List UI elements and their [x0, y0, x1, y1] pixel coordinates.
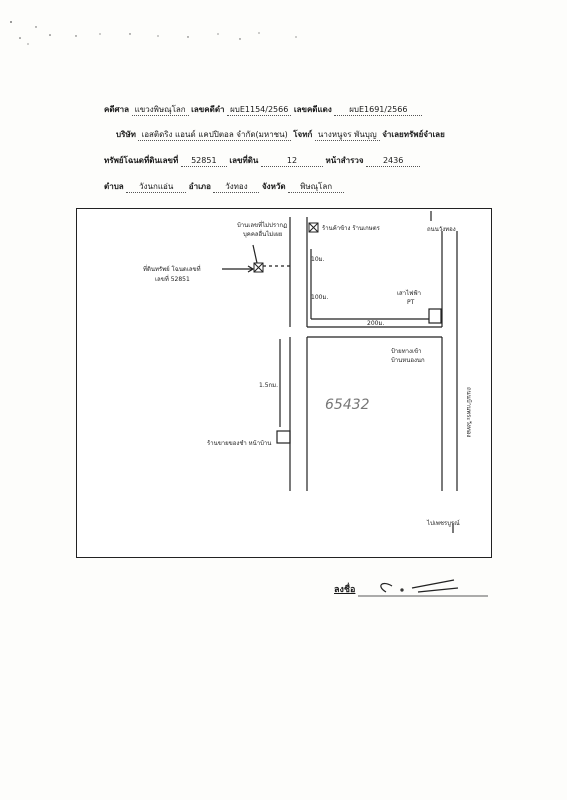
- province-label: จังหวัด: [261, 182, 286, 191]
- signature-mark: [356, 574, 491, 600]
- court-value: แขวงพิษณุโลก: [132, 105, 189, 116]
- deed-value: 52851: [181, 156, 227, 167]
- dist-100-label: 100ม.: [311, 294, 329, 301]
- subdistrict-value: วังนกแอ่น: [126, 182, 186, 193]
- defendant-label: จำเลยทรัพย์จำเลย: [382, 130, 445, 139]
- pole-label: เสาไฟฟ้า: [397, 290, 421, 297]
- district-label: อำเภอ: [188, 182, 211, 191]
- road-main-label: ถนนวังทอง: [427, 226, 456, 233]
- road-right-label: ถนนบ้านพระวังทอง: [465, 387, 472, 438]
- note-house-2: บุคคลอื่นไม่เผย: [243, 231, 283, 238]
- deed-label: ทรัพย์โฉนดที่ดินเลขที่: [104, 156, 179, 165]
- company-row: [116, 130, 445, 141]
- pole-code: PT: [407, 299, 415, 306]
- case-row: [104, 105, 422, 116]
- pole-box: [429, 309, 441, 323]
- company-value: เอสติดริง แอนด์ แคปปิตอล จำกัด(มหาชน): [138, 130, 290, 141]
- red-no-label: เลขคดีแดง: [293, 105, 332, 114]
- plot-marker: [254, 263, 263, 272]
- survey-value: 2436: [366, 156, 420, 167]
- location-sketch: [77, 209, 493, 559]
- sign-note-2: บ้านหนองนก: [391, 357, 425, 364]
- plaintiff-label: โจทก์: [293, 130, 313, 139]
- black-no-label: เลขคดีดำ: [191, 105, 225, 114]
- parcel-number: 65432: [325, 397, 370, 413]
- survey-label: หน้าสำรวจ: [325, 156, 364, 165]
- map-frame: [76, 208, 492, 558]
- company-label: บริษัท: [116, 130, 136, 139]
- case-label: คดีศาล: [104, 105, 130, 114]
- sign-note: ป้ายทางเข้า: [391, 348, 422, 355]
- plot-label: ที่ดินทรัพย์ โฉนดเลขที่: [143, 266, 201, 273]
- plot-label-2: เลขที่ 52851: [155, 276, 190, 283]
- province-value: พิษณุโลก: [288, 182, 344, 193]
- shop-label: ร้านค้าข้าง ร้านเกษตร: [322, 225, 380, 232]
- dist-200-label: 200ม.: [367, 320, 385, 327]
- to-bottom-label: ไปเพชรบูรณ์: [427, 520, 460, 527]
- plaintiff-value: นางหนูจร พันบุญ: [315, 130, 380, 141]
- house-arrow-line: [253, 245, 257, 263]
- shop-marker: [309, 223, 318, 232]
- signature-label: ลงชื่อ: [334, 585, 356, 595]
- deed-row: [104, 156, 420, 167]
- subdistrict-label: ตำบล: [104, 182, 124, 191]
- black-no-value: ผบE1154/2566: [227, 105, 291, 116]
- left-shop-label: ร้านขายของชำ หน้าบ้าน: [207, 440, 272, 447]
- land-no-value: 12: [261, 156, 323, 167]
- location-row: [104, 182, 344, 193]
- land-no-label: เลขที่ดิน: [229, 156, 259, 165]
- dist-10-label: 10ม.: [311, 256, 325, 263]
- red-no-value: ผบE1691/2566: [334, 105, 422, 116]
- note-house: บ้านเลขที่ไม่ปรากฏ: [237, 222, 288, 229]
- district-value: วังทอง: [213, 182, 259, 193]
- shop-box: [277, 431, 290, 443]
- signature-row: [334, 582, 355, 596]
- left-dist-label: 1.5กม.: [259, 382, 279, 389]
- scan-noise: [0, 0, 567, 60]
